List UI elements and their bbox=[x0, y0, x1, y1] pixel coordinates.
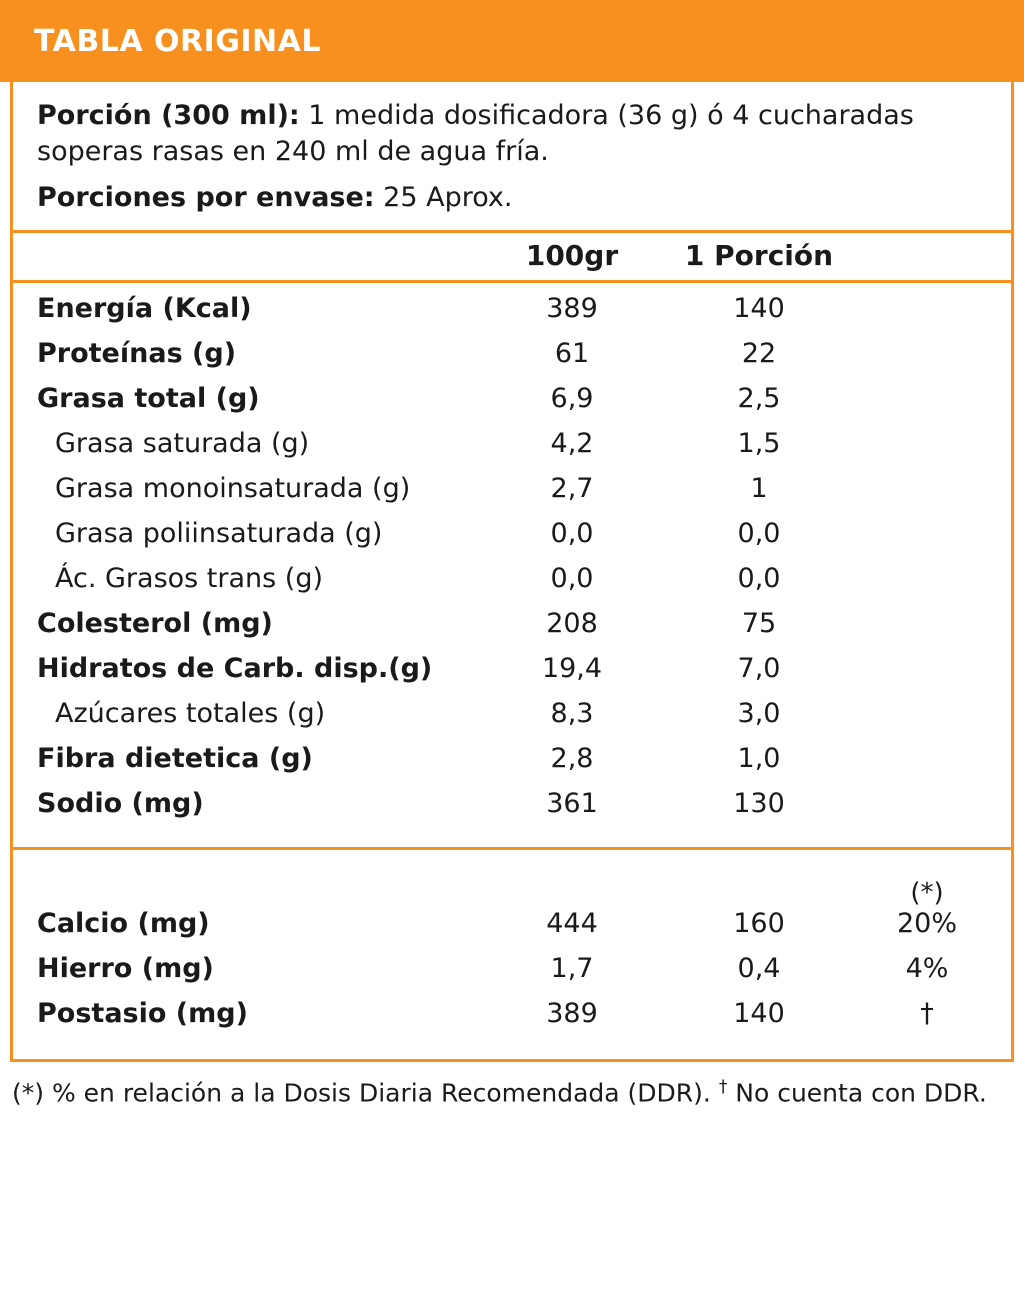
nutrient-per-100g: 0,0 bbox=[550, 517, 594, 549]
table-row bbox=[13, 473, 1011, 518]
nutrient-name: Hidratos de Carb. disp.(g) bbox=[37, 652, 433, 684]
nutrient-name: Grasa saturada (g) bbox=[55, 427, 310, 459]
nutrient-per-100g: 19,4 bbox=[541, 652, 603, 684]
mineral-ddr: 4% bbox=[905, 952, 949, 984]
servings-per-container-label: Porciones por envase: bbox=[37, 181, 375, 213]
table-row bbox=[13, 338, 1011, 383]
table-row bbox=[13, 563, 1011, 608]
table-column-headers bbox=[13, 233, 1011, 283]
panel-header bbox=[0, 0, 1024, 82]
serving-portion-label: Porción (300 ml): bbox=[37, 100, 300, 131]
nutrient-name: Fibra dietetica (g) bbox=[37, 742, 313, 774]
footnote bbox=[0, 1062, 1024, 1110]
nutrient-name: Colesterol (mg) bbox=[37, 607, 273, 639]
table-row bbox=[13, 788, 1011, 833]
mineral-name: Calcio (mg) bbox=[37, 907, 210, 939]
nutrient-per-100g: 4,2 bbox=[550, 427, 594, 459]
nutrient-per-100g: 2,7 bbox=[550, 472, 594, 504]
nutrient-per-portion: 140 bbox=[733, 292, 785, 324]
dagger-symbol: † bbox=[718, 1076, 728, 1097]
table-row bbox=[13, 998, 1011, 1043]
nutrition-table bbox=[10, 82, 1014, 1062]
nutrient-name: Azúcares totales (g) bbox=[55, 697, 326, 729]
nutrient-name: Ác. Grasos trans (g) bbox=[55, 562, 324, 594]
nutrient-per-100g: 389 bbox=[546, 292, 598, 324]
nutrient-per-100g: 0,0 bbox=[550, 562, 594, 594]
table-row bbox=[13, 743, 1011, 788]
mineral-rows bbox=[13, 850, 1011, 1059]
table-row bbox=[13, 428, 1011, 473]
nutrient-per-100g: 208 bbox=[546, 607, 598, 639]
nutrient-per-100g: 61 bbox=[554, 337, 590, 369]
nutrient-name: Proteínas (g) bbox=[37, 337, 237, 369]
nutrient-name: Grasa monoinsaturada (g) bbox=[55, 472, 411, 504]
column-header-per-portion: 1 Porción bbox=[684, 238, 834, 272]
mineral-per-100g: 444 bbox=[546, 907, 598, 939]
table-row bbox=[13, 953, 1011, 998]
mineral-name: Hierro (mg) bbox=[37, 952, 214, 984]
nutrient-per-portion: 0,0 bbox=[737, 517, 781, 549]
nutrient-per-100g: 8,3 bbox=[550, 697, 594, 729]
table-row bbox=[13, 653, 1011, 698]
mineral-per-portion: 140 bbox=[733, 997, 785, 1029]
serving-portion-value: 1 medida dosificadora (36 g) ó 4 cucharadas soperas rasas en 240 ml de agua fría. bbox=[37, 100, 914, 167]
nutrient-per-100g: 6,9 bbox=[550, 382, 594, 414]
mineral-per-portion: 160 bbox=[733, 907, 785, 939]
nutrient-per-portion: 1,5 bbox=[737, 427, 781, 459]
ddr-marker: (*) bbox=[910, 877, 944, 908]
footnote-text-part2: No cuenta con DDR. bbox=[727, 1078, 987, 1108]
mineral-per-100g: 1,7 bbox=[550, 952, 594, 984]
nutrient-per-portion: 2,5 bbox=[737, 382, 781, 414]
mineral-per-portion: 0,4 bbox=[737, 952, 781, 984]
serving-info bbox=[13, 82, 1011, 233]
nutrient-name: Energía (Kcal) bbox=[37, 292, 252, 324]
nutrient-per-portion: 130 bbox=[733, 787, 785, 819]
nutrient-per-portion: 1,0 bbox=[737, 742, 781, 774]
servings-per-container-line bbox=[37, 180, 987, 216]
serving-portion-line bbox=[37, 98, 987, 170]
mineral-ddr: † bbox=[920, 997, 934, 1029]
nutrient-name: Grasa poliinsaturada (g) bbox=[55, 517, 383, 549]
table-row bbox=[13, 908, 1011, 953]
footnote-text-part1: (*) % en relación a la Dosis Diaria Recomendada (DDR). bbox=[12, 1078, 719, 1108]
page-title: TABLA ORIGINAL bbox=[34, 23, 321, 59]
nutrient-per-portion: 3,0 bbox=[737, 697, 781, 729]
nutrient-per-portion: 0,0 bbox=[737, 562, 781, 594]
table-row bbox=[13, 698, 1011, 743]
table-row bbox=[13, 518, 1011, 563]
nutrient-per-portion: 22 bbox=[741, 337, 777, 369]
nutrient-rows bbox=[13, 283, 1011, 847]
mineral-per-100g: 389 bbox=[546, 997, 598, 1029]
mineral-ddr: 20% bbox=[896, 907, 957, 939]
nutrient-per-portion: 75 bbox=[741, 607, 777, 639]
table-row bbox=[13, 293, 1011, 338]
mineral-name: Postasio (mg) bbox=[37, 997, 248, 1029]
table-row bbox=[13, 383, 1011, 428]
table-row bbox=[13, 608, 1011, 653]
ddr-marker-row bbox=[13, 860, 1011, 908]
column-header-per-100g: 100gr bbox=[525, 238, 619, 272]
nutrient-per-portion: 1 bbox=[750, 472, 768, 504]
nutrient-name: Grasa total (g) bbox=[37, 382, 260, 414]
nutrient-per-100g: 2,8 bbox=[550, 742, 594, 774]
servings-per-container-value: 25 Aprox. bbox=[374, 181, 513, 213]
nutrient-per-portion: 7,0 bbox=[737, 652, 781, 684]
nutrient-per-100g: 361 bbox=[546, 787, 598, 819]
nutrient-name: Sodio (mg) bbox=[37, 787, 204, 819]
